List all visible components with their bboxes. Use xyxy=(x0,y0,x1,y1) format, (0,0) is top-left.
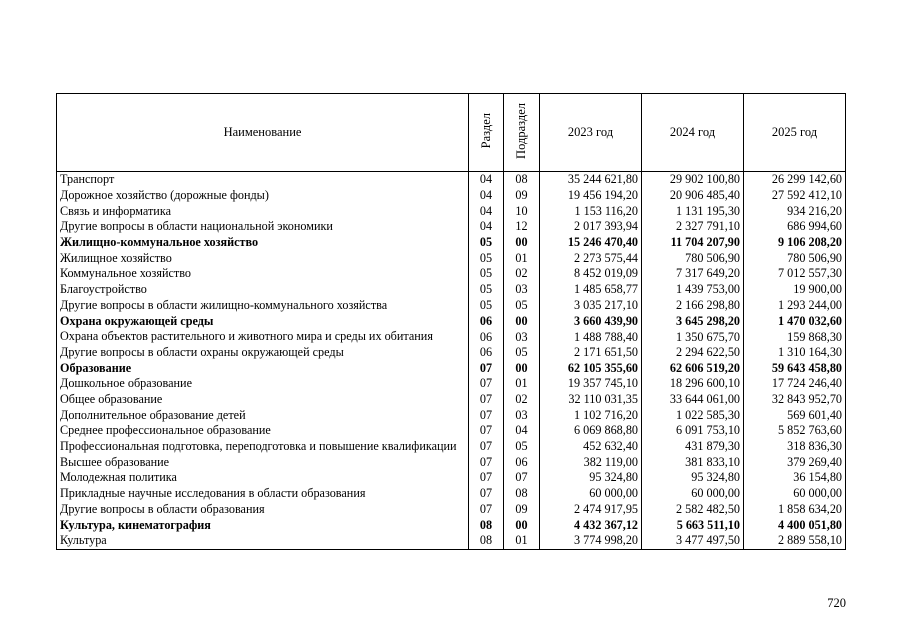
cell-2024: 18 296 600,10 xyxy=(642,376,744,392)
cell-2024: 29 902 100,80 xyxy=(642,172,744,188)
cell-2025: 19 900,00 xyxy=(744,282,846,298)
cell-section: 07 xyxy=(469,376,504,392)
table-row xyxy=(57,517,846,533)
cell-2023: 1 488 788,40 xyxy=(540,329,642,345)
cell-2023: 6 069 868,80 xyxy=(540,423,642,439)
cell-section: 08 xyxy=(469,517,504,533)
table-row xyxy=(57,329,846,345)
cell-name: Высшее образование xyxy=(57,454,469,470)
cell-2024: 62 606 519,20 xyxy=(642,360,744,376)
cell-2024: 1 022 585,30 xyxy=(642,407,744,423)
table-row xyxy=(57,439,846,455)
cell-section: 05 xyxy=(469,235,504,251)
cell-2024: 60 000,00 xyxy=(642,486,744,502)
header-subsection xyxy=(504,94,540,172)
cell-2024: 7 317 649,20 xyxy=(642,266,744,282)
cell-section: 07 xyxy=(469,392,504,408)
table-row xyxy=(57,266,846,282)
cell-2024: 1 439 753,00 xyxy=(642,282,744,298)
cell-subsection: 12 xyxy=(504,219,540,235)
cell-2023: 2 273 575,44 xyxy=(540,250,642,266)
cell-2024: 3 477 497,50 xyxy=(642,533,744,549)
cell-2023: 3 035 217,10 xyxy=(540,298,642,314)
cell-name: Дополнительное образование детей xyxy=(57,407,469,423)
table-row xyxy=(57,360,846,376)
table-row xyxy=(57,235,846,251)
cell-2024: 1 131 195,30 xyxy=(642,203,744,219)
cell-name: Общее образование xyxy=(57,392,469,408)
header-section-label: Раздел xyxy=(478,112,493,149)
cell-2024: 6 091 753,10 xyxy=(642,423,744,439)
cell-section: 04 xyxy=(469,203,504,219)
cell-2023: 2 171 651,50 xyxy=(540,345,642,361)
cell-subsection: 01 xyxy=(504,250,540,266)
cell-section: 05 xyxy=(469,250,504,266)
cell-subsection: 05 xyxy=(504,439,540,455)
cell-name: Среднее профессиональное образование xyxy=(57,423,469,439)
cell-2023: 452 632,40 xyxy=(540,439,642,455)
cell-2025: 4 400 051,80 xyxy=(744,517,846,533)
cell-2023: 3 660 439,90 xyxy=(540,313,642,329)
cell-name: Охрана объектов растительного и животного мира и среды их обитания xyxy=(57,329,469,345)
cell-2024: 1 350 675,70 xyxy=(642,329,744,345)
cell-subsection: 09 xyxy=(504,501,540,517)
cell-subsection: 00 xyxy=(504,360,540,376)
table-row xyxy=(57,188,846,204)
cell-name: Коммунальное хозяйство xyxy=(57,266,469,282)
cell-name: Жилищно-коммунальное хозяйство xyxy=(57,235,469,251)
table-row xyxy=(57,486,846,502)
table-row xyxy=(57,533,846,549)
cell-2024: 2 327 791,10 xyxy=(642,219,744,235)
cell-2025: 1 858 634,20 xyxy=(744,501,846,517)
cell-2025: 780 506,90 xyxy=(744,250,846,266)
cell-subsection: 07 xyxy=(504,470,540,486)
cell-2025: 934 216,20 xyxy=(744,203,846,219)
header-2025: 2025 год xyxy=(744,94,846,172)
cell-section: 05 xyxy=(469,282,504,298)
cell-2025: 686 994,60 xyxy=(744,219,846,235)
cell-subsection: 00 xyxy=(504,235,540,251)
cell-name: Транспорт xyxy=(57,172,469,188)
cell-section: 07 xyxy=(469,407,504,423)
cell-2023: 1 485 658,77 xyxy=(540,282,642,298)
table-row xyxy=(57,298,846,314)
cell-section: 07 xyxy=(469,360,504,376)
cell-2025: 59 643 458,80 xyxy=(744,360,846,376)
cell-section: 07 xyxy=(469,486,504,502)
cell-2023: 4 432 367,12 xyxy=(540,517,642,533)
cell-name: Дошкольное образование xyxy=(57,376,469,392)
table-row xyxy=(57,345,846,361)
cell-2025: 5 852 763,60 xyxy=(744,423,846,439)
cell-2023: 35 244 621,80 xyxy=(540,172,642,188)
cell-section: 06 xyxy=(469,329,504,345)
table-row xyxy=(57,172,846,188)
cell-name: Связь и информатика xyxy=(57,203,469,219)
cell-2024: 780 506,90 xyxy=(642,250,744,266)
cell-section: 07 xyxy=(469,454,504,470)
table-row xyxy=(57,392,846,408)
cell-name: Культура xyxy=(57,533,469,549)
cell-2024: 2 294 622,50 xyxy=(642,345,744,361)
cell-name: Профессиональная подготовка, переподготовка и повышение квалификации xyxy=(57,439,469,455)
cell-2025: 1 310 164,30 xyxy=(744,345,846,361)
cell-subsection: 00 xyxy=(504,313,540,329)
cell-2025: 26 299 142,60 xyxy=(744,172,846,188)
cell-2023: 19 357 745,10 xyxy=(540,376,642,392)
cell-2024: 20 906 485,40 xyxy=(642,188,744,204)
cell-2024: 431 879,30 xyxy=(642,439,744,455)
cell-2024: 33 644 061,00 xyxy=(642,392,744,408)
cell-section: 06 xyxy=(469,345,504,361)
cell-section: 06 xyxy=(469,313,504,329)
table-row xyxy=(57,376,846,392)
cell-name: Прикладные научные исследования в области образования xyxy=(57,486,469,502)
cell-subsection: 08 xyxy=(504,172,540,188)
cell-2024: 2 166 298,80 xyxy=(642,298,744,314)
cell-name: Другие вопросы в области образования xyxy=(57,501,469,517)
cell-name: Охрана окружающей среды xyxy=(57,313,469,329)
cell-2023: 3 774 998,20 xyxy=(540,533,642,549)
cell-2023: 19 456 194,20 xyxy=(540,188,642,204)
cell-2023: 382 119,00 xyxy=(540,454,642,470)
cell-2024: 95 324,80 xyxy=(642,470,744,486)
cell-section: 08 xyxy=(469,533,504,549)
cell-name: Другие вопросы в области национальной экономики xyxy=(57,219,469,235)
cell-2025: 17 724 246,40 xyxy=(744,376,846,392)
cell-name: Дорожное хозяйство (дорожные фонды) xyxy=(57,188,469,204)
cell-name: Другие вопросы в области жилищно-коммунального хозяйства xyxy=(57,298,469,314)
cell-2024: 2 582 482,50 xyxy=(642,501,744,517)
cell-2025: 318 836,30 xyxy=(744,439,846,455)
cell-name: Другие вопросы в области охраны окружающей среды xyxy=(57,345,469,361)
cell-2023: 60 000,00 xyxy=(540,486,642,502)
cell-section: 07 xyxy=(469,439,504,455)
cell-2023: 95 324,80 xyxy=(540,470,642,486)
table-row xyxy=(57,423,846,439)
cell-name: Благоустройство xyxy=(57,282,469,298)
cell-subsection: 04 xyxy=(504,423,540,439)
cell-subsection: 05 xyxy=(504,345,540,361)
cell-subsection: 03 xyxy=(504,407,540,423)
cell-2023: 1 102 716,20 xyxy=(540,407,642,423)
cell-2025: 7 012 557,30 xyxy=(744,266,846,282)
cell-section: 05 xyxy=(469,298,504,314)
cell-section: 05 xyxy=(469,266,504,282)
table-row xyxy=(57,313,846,329)
cell-name: Молодежная политика xyxy=(57,470,469,486)
cell-2025: 27 592 412,10 xyxy=(744,188,846,204)
cell-name: Образование xyxy=(57,360,469,376)
cell-2025: 1 470 032,60 xyxy=(744,313,846,329)
cell-2025: 32 843 952,70 xyxy=(744,392,846,408)
cell-2023: 2 017 393,94 xyxy=(540,219,642,235)
cell-subsection: 02 xyxy=(504,266,540,282)
cell-2023: 1 153 116,20 xyxy=(540,203,642,219)
header-subsection-label: Подраздел xyxy=(514,102,528,159)
table-header-row xyxy=(57,94,846,172)
cell-section: 07 xyxy=(469,470,504,486)
cell-2024: 3 645 298,20 xyxy=(642,313,744,329)
header-2024: 2024 год xyxy=(642,94,744,172)
cell-section: 04 xyxy=(469,172,504,188)
cell-2025: 569 601,40 xyxy=(744,407,846,423)
cell-section: 07 xyxy=(469,423,504,439)
cell-2023: 15 246 470,40 xyxy=(540,235,642,251)
cell-subsection: 03 xyxy=(504,282,540,298)
cell-subsection: 09 xyxy=(504,188,540,204)
cell-subsection: 01 xyxy=(504,533,540,549)
cell-section: 07 xyxy=(469,501,504,517)
cell-name: Жилищное хозяйство xyxy=(57,250,469,266)
table-row xyxy=(57,219,846,235)
cell-2025: 60 000,00 xyxy=(744,486,846,502)
cell-2023: 62 105 355,60 xyxy=(540,360,642,376)
cell-2024: 381 833,10 xyxy=(642,454,744,470)
cell-subsection: 01 xyxy=(504,376,540,392)
cell-section: 04 xyxy=(469,188,504,204)
cell-2025: 9 106 208,20 xyxy=(744,235,846,251)
cell-subsection: 06 xyxy=(504,454,540,470)
header-section xyxy=(469,94,504,172)
table-row xyxy=(57,250,846,266)
table-row xyxy=(57,407,846,423)
table-row xyxy=(57,454,846,470)
cell-2025: 1 293 244,00 xyxy=(744,298,846,314)
header-name: Наименование xyxy=(57,94,469,172)
table-row xyxy=(57,203,846,219)
cell-subsection: 02 xyxy=(504,392,540,408)
cell-subsection: 10 xyxy=(504,203,540,219)
cell-2025: 159 868,30 xyxy=(744,329,846,345)
cell-2025: 36 154,80 xyxy=(744,470,846,486)
table-row xyxy=(57,470,846,486)
cell-2024: 5 663 511,10 xyxy=(642,517,744,533)
cell-2025: 2 889 558,10 xyxy=(744,533,846,549)
cell-subsection: 03 xyxy=(504,329,540,345)
cell-subsection: 05 xyxy=(504,298,540,314)
table-row xyxy=(57,282,846,298)
cell-2023: 2 474 917,95 xyxy=(540,501,642,517)
budget-table xyxy=(56,93,846,550)
cell-subsection: 08 xyxy=(504,486,540,502)
cell-section: 04 xyxy=(469,219,504,235)
page-number: 720 xyxy=(827,596,846,610)
cell-name: Культура, кинематография xyxy=(57,517,469,533)
cell-2025: 379 269,40 xyxy=(744,454,846,470)
table-row xyxy=(57,501,846,517)
cell-2023: 8 452 019,09 xyxy=(540,266,642,282)
header-2023: 2023 год xyxy=(540,94,642,172)
cell-subsection: 00 xyxy=(504,517,540,533)
cell-2024: 11 704 207,90 xyxy=(642,235,744,251)
cell-2023: 32 110 031,35 xyxy=(540,392,642,408)
